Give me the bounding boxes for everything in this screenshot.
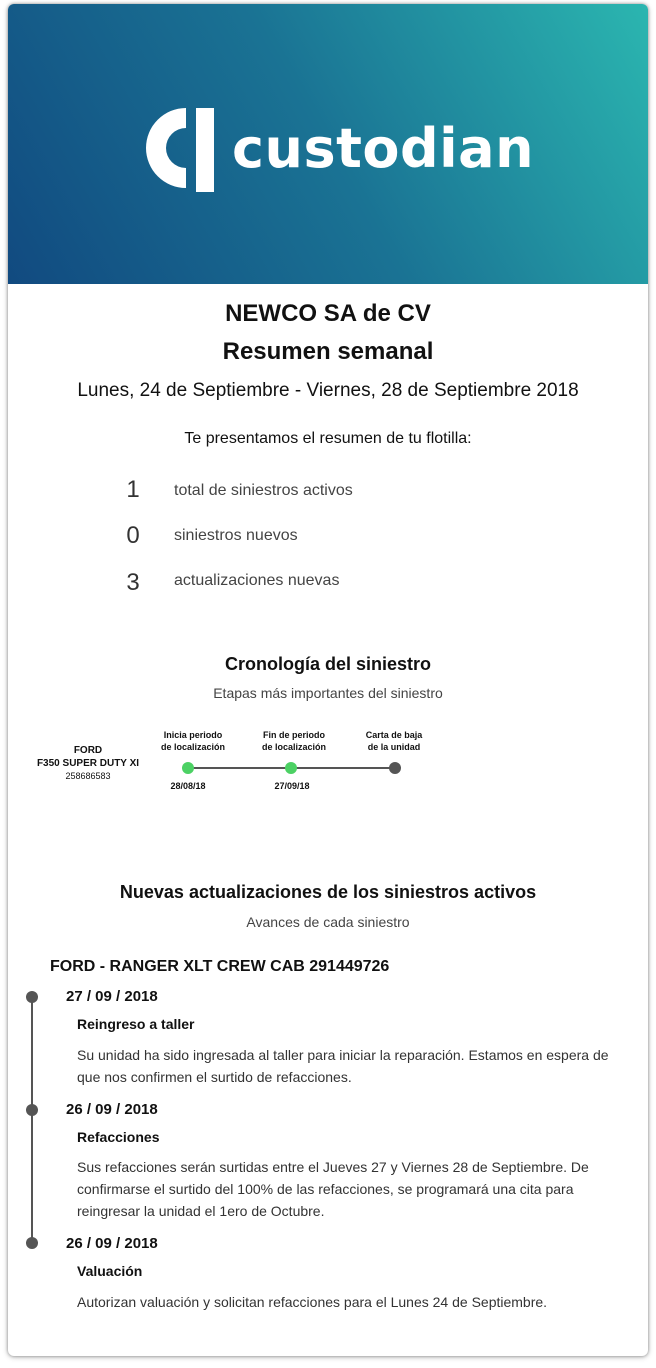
stage-label-line: Inicia periodo [163,730,223,740]
claim-title: FORD - RANGER XLT CREW CAB 291449726 [50,958,390,975]
stage-label [244,729,344,753]
brand-name: custodian [232,116,535,180]
stat-row [8,476,648,506]
stage-date: 28/08/18 [170,781,206,791]
report-title: Resumen semanal [222,338,434,365]
stat-label: total de siniestros activos [174,482,353,499]
stage-label-line: Carta de baja [365,730,423,740]
brand-logo [146,104,534,192]
vehicle-make: FORD [73,745,103,756]
update-dot [26,1237,38,1249]
update-title: Valuación [77,1263,143,1279]
stage-dot [389,762,401,774]
update-title: Refacciones [77,1129,160,1145]
update-date: 26 / 09 / 2018 [66,1101,158,1118]
update-text: Sus refacciones serán surtidas entre el Jueves 27 y Viernes 28 de Septiembre. De confirmarse el surtido del 100% de las refacciones, se programará una cita para reingresar la unidad el 1ero de Octubre. [77,1159,589,1219]
update-date: 27 / 09 / 2018 [66,988,158,1005]
stat-label: siniestros nuevos [174,527,298,544]
date-range: Lunes, 24 de Septiembre - Viernes, 28 de Septiembre 2018 [77,380,579,401]
intro-text: Te presentamos el resumen de tu flotilla: [184,430,472,447]
stage-label-line: de la unidad [367,742,421,752]
stage-date: 27/09/18 [274,781,310,791]
stage-label-line: Fin de periodo [263,730,325,740]
updates-subtitle: Avances de cada siniestro [246,914,410,930]
vehicle-serial: 258686583 [65,771,111,781]
stat-label: actualizaciones nuevas [174,572,340,589]
company-name: NEWCO SA de CV [225,300,431,327]
chronology-title: Cronología del siniestro [224,654,432,674]
custodian-logo-icon [146,104,218,192]
stat-row [8,522,648,552]
stat-row [8,569,648,599]
update-dot [26,1104,38,1116]
vehicle-model: F350 SUPER DUTY XI [36,758,140,769]
stat-value: 0 [126,522,140,549]
stage-dot [285,762,297,774]
update-text: Autorizan valuación y solicitan refacciones para el Lunes 24 de Septiembre. [77,1294,548,1310]
update-dot [26,991,38,1003]
stat-value: 1 [126,476,140,503]
stage-label [344,729,444,753]
report-card [8,4,648,1356]
update-date: 26 / 09 / 2018 [66,1235,158,1252]
stage-dot [182,762,194,774]
chronology-subtitle: Etapas más importantes del siniestro [213,685,443,701]
header-banner [8,4,648,284]
updates-timeline-line [31,994,33,1242]
stat-value: 3 [126,569,140,596]
chronology-vehicle [28,744,148,783]
updates-title: Nuevas actualizaciones de los siniestros activos [119,882,537,902]
stage-label-line: de localización [261,742,327,752]
stage-label [143,729,243,753]
stage-label-line: de localización [160,742,226,752]
update-text: Su unidad ha sido ingresada al taller para iniciar la reparación. Estamos en espera de que nos confirmen el surtido de refacciones. [77,1047,609,1085]
update-title: Reingreso a taller [77,1016,195,1032]
